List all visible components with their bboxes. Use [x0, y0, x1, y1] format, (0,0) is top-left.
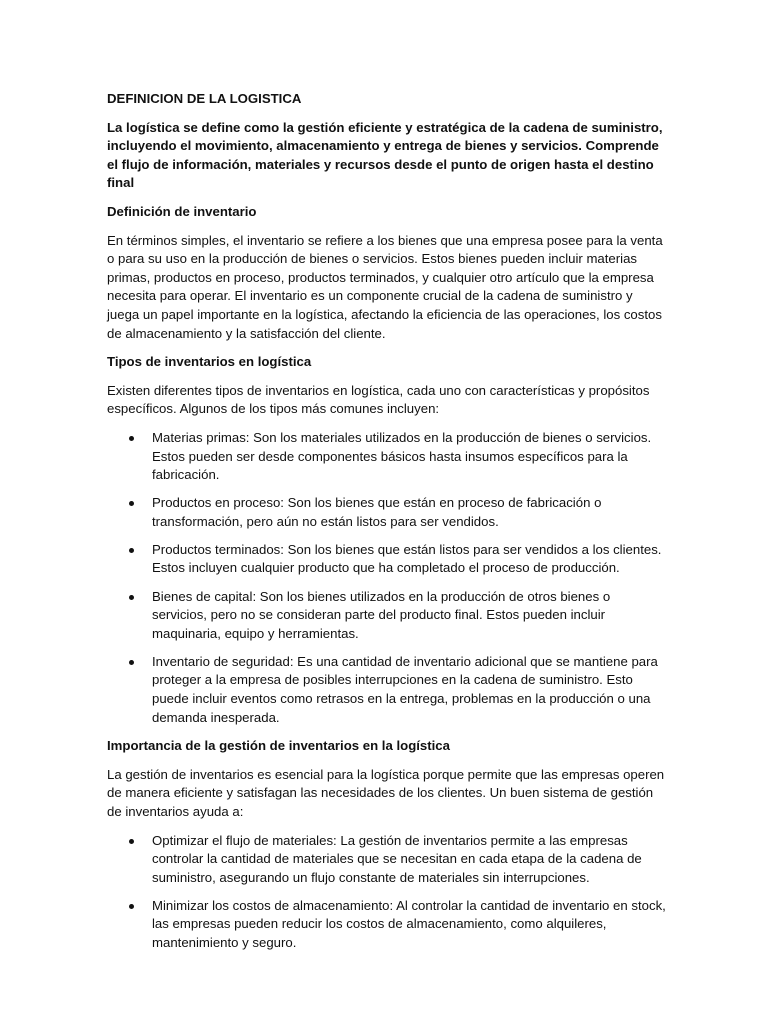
list-item-text: Productos terminados: Son los bienes que están listos para ser vendidos a los clientes. Estos incluyen cualquier producto que ha completado el proceso de producción. — [152, 541, 662, 576]
list-item — [107, 494, 667, 531]
list-item-text: Materias primas: Son los materiales utilizados en la producción de bienes o servicios. Estos pueden ser desde componentes básicos hasta insumos específicos para la fabricación. — [152, 429, 652, 483]
list-item — [107, 832, 667, 888]
bullet-icon — [129, 501, 134, 506]
section-heading-inventory-importance: Importancia de la gestión de inventarios en la logística — [107, 738, 450, 754]
document-page — [107, 90, 667, 963]
inventory-definition-paragraph: En términos simples, el inventario se refiere a los bienes que una empresa posee para la venta o para su uso en la producción de bienes o servicios. Estos bienes pueden incluir materias primas, productos en proceso, productos terminados, y cualquier otro artículo que la empresa necesita para operar. El inventario es un componente crucial de la cadena de suministro y juega un papel importante en la logística, afectando la eficiencia de las operaciones, los costos de almacenamiento y la satisfacción del cliente. — [107, 232, 663, 341]
bullet-icon — [129, 595, 134, 600]
inventory-benefits-list — [107, 832, 667, 953]
list-item — [107, 897, 667, 953]
list-item-text: Inventario de seguridad: Es una cantidad de inventario adicional que se mantiene para proteger a la empresa de posibles interrupciones en la cadena de suministro. Esto puede incluir eventos como retrasos en la entrega, problemas en la producción o una demanda inesperada. — [152, 653, 658, 725]
inventory-types-list — [107, 429, 667, 727]
inventory-importance-intro: La gestión de inventarios es esencial para la logística porque permite que las empresas operen de manera eficiente y satisfagan las necesidades de los clientes. Un buen sistema de gestión de inventarios ayuda a: — [107, 766, 665, 819]
list-item-text: Minimizar los costos de almacenamiento: Al controlar la cantidad de inventario en stock, las empresas pueden reducir los costos de almacenamiento, como alquileres, mantenimiento y seguro. — [152, 897, 666, 951]
document-title: DEFINICION DE LA LOGISTICA — [107, 91, 302, 106]
list-item — [107, 588, 667, 644]
list-item-text: Productos en proceso: Son los bienes que están en proceso de fabricación o transformación, pero aún no están listos para ser vendidos. — [152, 495, 602, 529]
bullet-icon — [129, 904, 134, 909]
bullet-icon — [129, 548, 134, 553]
list-item-text: Bienes de capital: Son los bienes utilizados en la producción de otros bienes o servicios, pero no se consideran parte del producto final. Estos pueden incluir maquinaria, equipo y herramientas. — [152, 588, 611, 641]
inventory-types-intro: Existen diferentes tipos de inventarios en logística, cada uno con características y propósitos específicos. Algunos de los tipos más comunes incluyen: — [107, 382, 650, 417]
bullet-icon — [129, 436, 134, 441]
list-item-text: Optimizar el flujo de materiales: La gestión de inventarios permite a las empresas controlar la cantidad de materiales que se necesitan en cada etapa de la cadena de suministro, asegurando un flujo constante de materiales sin interrupciones. — [152, 832, 642, 885]
list-item — [107, 653, 667, 727]
bullet-icon — [129, 660, 134, 665]
bullet-icon — [129, 839, 134, 844]
section-heading-inventory-types: Tipos de inventarios en logística — [107, 354, 312, 370]
list-item — [107, 541, 667, 578]
list-item — [107, 429, 667, 485]
logistics-definition: La logística se define como la gestión eficiente y estratégica de la cadena de suministro, incluyendo el movimiento, almacenamiento y entrega de bienes y servicios. Comprende el flujo de información, materiales y recursos desde el punto de origen hasta el destino final — [107, 119, 663, 191]
section-heading-inventory-definition: Definición de inventario — [107, 203, 257, 219]
